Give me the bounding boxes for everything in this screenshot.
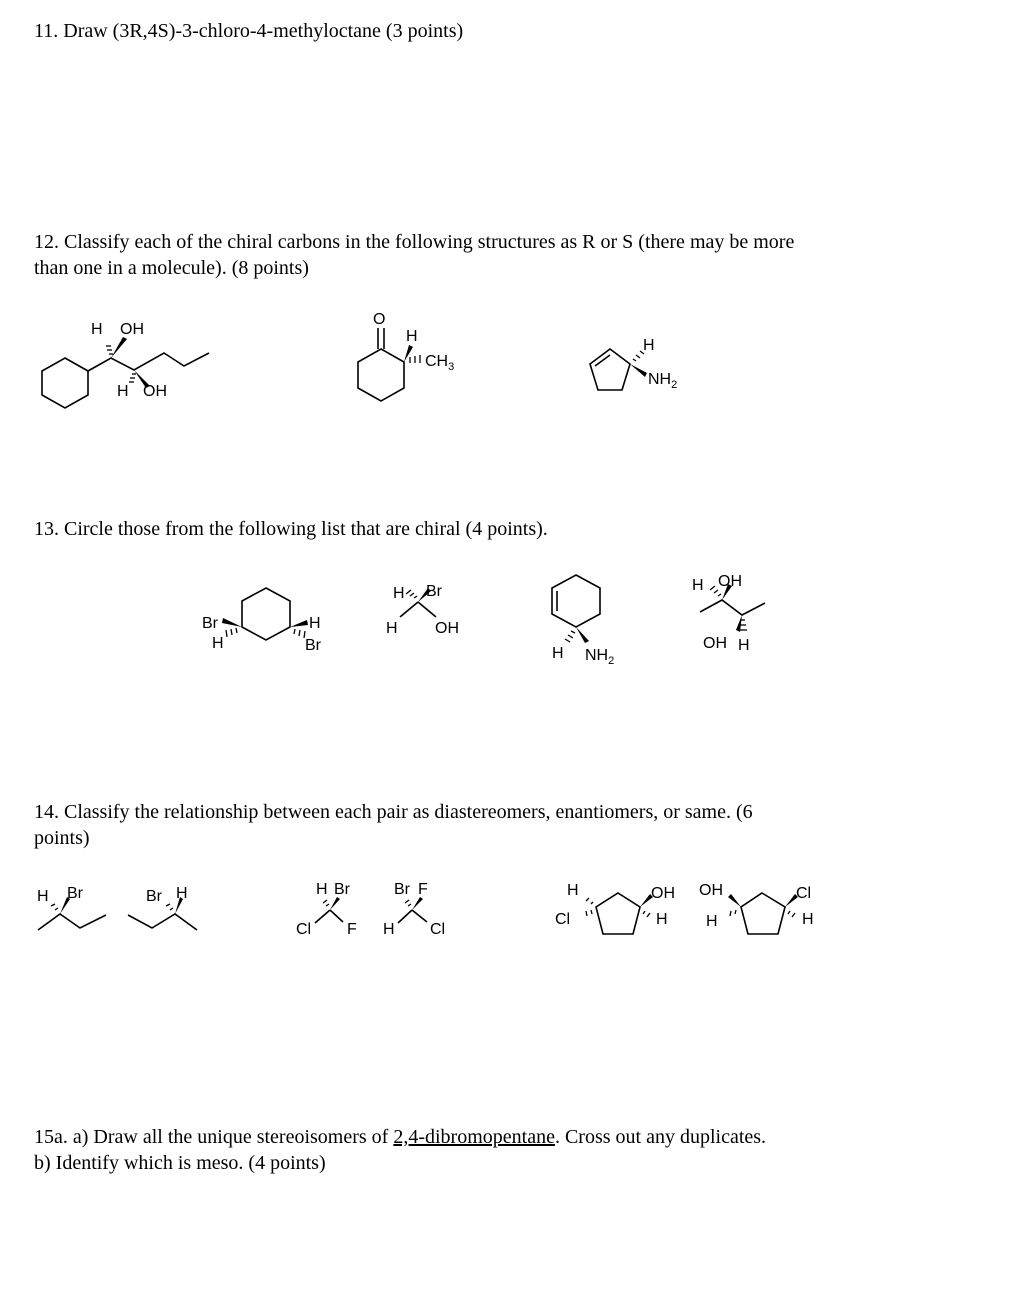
cyclohexane-ring (42, 358, 88, 408)
question-15-line1-end: . Cross out any duplicates. (554, 1126, 767, 1148)
hash-bond (730, 910, 736, 916)
q13-structure-3 (552, 575, 614, 667)
hydrogen-label: H (316, 881, 328, 898)
q13-structure-4 (692, 573, 765, 654)
hash-bond (405, 900, 411, 906)
bromine-label: Br (305, 637, 321, 654)
bromine-label: Br (426, 583, 442, 600)
hash-bond (294, 629, 305, 638)
bromine-label: Br (146, 888, 162, 905)
question-14-line1: 14. Classify the relationship between each pair as diastereomers, enantiomers, or same. (6 (34, 801, 753, 823)
carbon-chain (128, 914, 197, 930)
question-11 (34, 18, 463, 44)
hydroxyl-label: OH (703, 635, 727, 652)
hash-bond (406, 590, 417, 598)
q13-structure-2 (386, 583, 459, 637)
carbon-chain (700, 600, 765, 615)
hash-bond (643, 911, 650, 917)
hash-bond (106, 346, 113, 354)
hydrogen-label: H (212, 635, 224, 652)
single-bond (418, 602, 436, 617)
hydrogen-label: H (706, 913, 718, 930)
question-14-line2: points) (34, 827, 90, 849)
hydrogen-label: H (692, 577, 704, 594)
hydrogen-label: H (176, 885, 188, 902)
hash-bond (323, 900, 329, 906)
single-bond (412, 910, 427, 922)
hash-bond (586, 898, 593, 904)
question-12 (34, 229, 934, 281)
wedge-bond (404, 345, 413, 362)
chlorine-label: Cl (555, 911, 571, 928)
hash-bond (565, 631, 575, 642)
question-14 (34, 799, 934, 851)
wedge-bond (330, 897, 340, 910)
single-bond (315, 910, 330, 923)
hydrogen-label: H (386, 620, 398, 637)
bromine-label: Br (394, 881, 410, 898)
wedge-bond (412, 897, 423, 910)
hydroxyl-label: OH (651, 885, 675, 902)
hydrogen-label: H (383, 921, 395, 938)
hash-bond (586, 910, 592, 916)
bromine-label: Br (67, 885, 83, 902)
hydroxyl-label: OH (143, 383, 167, 400)
wedge-bond (290, 620, 308, 627)
question-13-text: 13. Circle those from the following list that are chiral (4 points). (34, 518, 548, 540)
hydroxyl-label: OH (435, 620, 459, 637)
q14-pair3-molecule-b (699, 882, 814, 934)
wedge-bond (728, 894, 741, 907)
question-13 (34, 516, 548, 542)
hydrogen-label: H (117, 383, 129, 400)
hydrogen-label: H (802, 911, 814, 928)
carbon-chain (88, 353, 209, 371)
fluorine-label: F (347, 921, 357, 938)
question-15-compound-name: 2,4-dibromopentane (393, 1126, 555, 1148)
hydroxyl-label: OH (120, 321, 144, 338)
question-13-structures (0, 565, 1035, 675)
q13-structure-1 (202, 588, 322, 654)
methyl-label: $CH_3$ (425, 353, 455, 373)
wedge-bond (630, 364, 647, 377)
amine-label: $NH_2$ (585, 647, 615, 667)
single-bond (330, 910, 343, 922)
q14-pair1-molecule-a (37, 885, 106, 930)
hash-bond (166, 904, 173, 910)
cyclohexane-ring (358, 349, 404, 401)
q14-pair2-molecule-a (296, 881, 357, 938)
hydrogen-label: H (552, 645, 564, 662)
hydrogen-label: H (406, 328, 418, 345)
hydrogen-label: H (656, 911, 668, 928)
single-bond (400, 602, 418, 617)
q14-pair3-molecule-a (555, 882, 675, 934)
question-15-line1-text: 15a. a) Draw all the unique stereoisomers of (34, 1126, 394, 1148)
question-14-structures (0, 872, 1035, 947)
oxygen-label: O (373, 311, 386, 328)
question-12-structures (0, 300, 1035, 420)
bromine-label: Br (202, 615, 218, 632)
chlorine-label: Cl (296, 921, 312, 938)
carbon-chain (38, 914, 106, 930)
q12-structure-1 (42, 321, 209, 408)
q12-structure-2 (358, 311, 454, 401)
hydrogen-label: H (567, 882, 579, 899)
chlorine-label: Cl (430, 921, 446, 938)
question-12-line1: 12. Classify each of the chiral carbons in the following structures as R or S (there may be more (34, 231, 795, 253)
question-15-line2: b) Identify which is meso. (4 points) (34, 1152, 326, 1174)
chlorine-label: Cl (796, 885, 812, 902)
hydroxyl-label: OH (699, 882, 723, 899)
cyclopentane-ring (741, 893, 785, 934)
cyclohexene-ring (552, 575, 600, 627)
double-bond (595, 355, 610, 366)
question-11-text: 11. Draw (3R,4S)-3-chloro-4-methyloctane (3 points) (34, 20, 464, 42)
hydrogen-label: H (738, 637, 750, 654)
cyclopentane-ring (596, 893, 640, 934)
hash-bond (788, 911, 795, 917)
hydroxyl-label: OH (718, 573, 742, 590)
question-15 (34, 1124, 934, 1176)
wedge-bond (111, 337, 127, 358)
q14-pair1-molecule-b (128, 885, 197, 930)
hash-bond (410, 355, 420, 363)
hash-bond (129, 374, 136, 382)
single-bond (398, 910, 412, 923)
q14-pair2-molecule-b (383, 881, 445, 938)
question-12-line2: than one in a molecule). (8 points) (34, 257, 309, 279)
hydrogen-label: H (643, 337, 655, 354)
bromine-label: Br (334, 881, 350, 898)
hydrogen-label: H (309, 615, 321, 632)
wedge-bond (222, 618, 242, 627)
hydrogen-label: H (91, 321, 103, 338)
wedge-bond (576, 627, 589, 643)
hydrogen-label: H (37, 888, 49, 905)
fluorine-label: F (418, 881, 428, 898)
hash-bond (226, 628, 237, 637)
hash-bond (51, 904, 58, 910)
amine-label: $NH_2$ (648, 371, 678, 391)
cyclohexane-ring (242, 588, 290, 640)
q12-structure-3 (590, 337, 677, 391)
hydrogen-label: H (393, 585, 405, 602)
